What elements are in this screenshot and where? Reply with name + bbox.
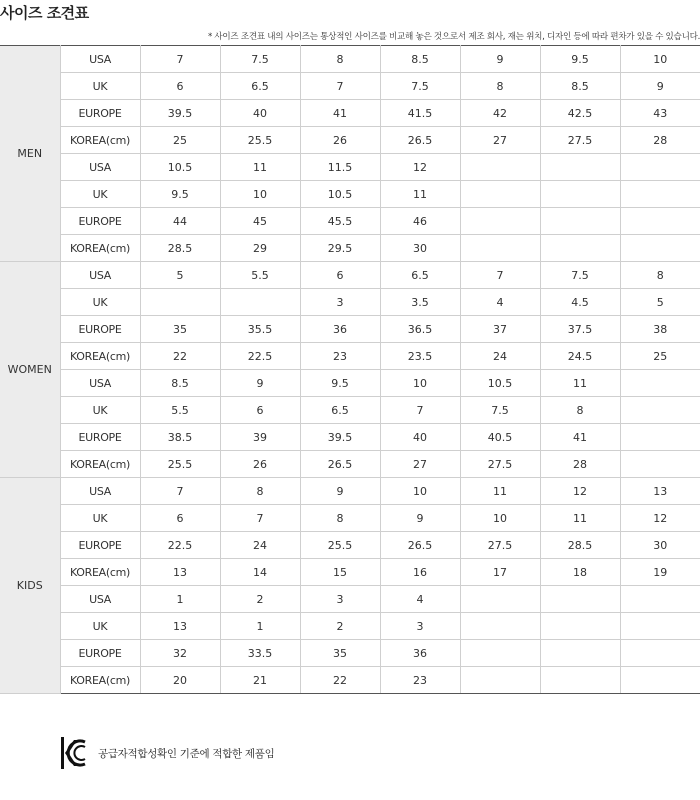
size-value-cell <box>460 235 540 262</box>
size-value-cell: 6 <box>140 505 220 532</box>
table-row <box>0 451 700 478</box>
size-value-cell <box>540 208 620 235</box>
size-value-cell <box>540 181 620 208</box>
size-value-cell: 37 <box>460 316 540 343</box>
size-value-cell: 7 <box>380 397 460 424</box>
size-value-cell: 43 <box>620 100 700 127</box>
size-value-cell: 5 <box>140 262 220 289</box>
certification-text: 공급자적합성확인 기준에 적합한 제품임 <box>98 747 275 760</box>
size-system-label: USA <box>60 478 140 505</box>
size-value-cell: 24 <box>220 532 300 559</box>
size-value-cell: 36 <box>300 316 380 343</box>
size-value-cell: 7.5 <box>540 262 620 289</box>
size-system-label: USA <box>60 46 140 73</box>
size-system-label: USA <box>60 154 140 181</box>
size-value-cell: 40.5 <box>460 424 540 451</box>
size-value-cell: 10 <box>620 46 700 73</box>
size-value-cell <box>620 451 700 478</box>
size-value-cell <box>540 154 620 181</box>
table-row <box>0 667 700 694</box>
size-value-cell: 1 <box>140 586 220 613</box>
size-system-label: EUROPE <box>60 532 140 559</box>
size-value-cell <box>540 667 620 694</box>
size-value-cell: 11 <box>540 505 620 532</box>
size-system-label: KOREA(cm) <box>60 451 140 478</box>
size-value-cell: 8 <box>460 73 540 100</box>
size-value-cell: 35 <box>300 640 380 667</box>
size-value-cell: 8 <box>620 262 700 289</box>
size-value-cell: 10 <box>380 370 460 397</box>
size-value-cell: 6.5 <box>380 262 460 289</box>
size-value-cell: 22 <box>140 343 220 370</box>
size-value-cell: 27.5 <box>460 532 540 559</box>
size-value-cell: 22.5 <box>220 343 300 370</box>
size-value-cell: 7.5 <box>220 46 300 73</box>
size-value-cell: 9.5 <box>300 370 380 397</box>
size-value-cell <box>620 235 700 262</box>
size-value-cell <box>620 181 700 208</box>
size-value-cell: 10 <box>460 505 540 532</box>
size-value-cell: 4.5 <box>540 289 620 316</box>
size-value-cell: 6 <box>220 397 300 424</box>
size-value-cell: 3 <box>300 289 380 316</box>
size-value-cell: 23.5 <box>380 343 460 370</box>
size-value-cell <box>620 397 700 424</box>
size-system-label: UK <box>60 289 140 316</box>
size-value-cell: 18 <box>540 559 620 586</box>
size-value-cell <box>460 208 540 235</box>
size-value-cell: 20 <box>140 667 220 694</box>
size-value-cell: 15 <box>300 559 380 586</box>
table-row <box>0 208 700 235</box>
group-label: KIDS <box>0 478 60 694</box>
size-value-cell <box>620 586 700 613</box>
size-value-cell: 27 <box>380 451 460 478</box>
table-row <box>0 559 700 586</box>
size-value-cell <box>620 370 700 397</box>
size-value-cell: 2 <box>300 613 380 640</box>
size-value-cell: 8.5 <box>380 46 460 73</box>
size-value-cell: 30 <box>620 532 700 559</box>
size-value-cell: 39 <box>220 424 300 451</box>
size-system-label: KOREA(cm) <box>60 559 140 586</box>
size-value-cell: 35 <box>140 316 220 343</box>
size-value-cell: 26.5 <box>300 451 380 478</box>
size-value-cell: 11.5 <box>300 154 380 181</box>
size-value-cell: 10 <box>380 478 460 505</box>
size-value-cell <box>460 154 540 181</box>
size-system-label: EUROPE <box>60 640 140 667</box>
table-row <box>0 181 700 208</box>
table-row <box>0 154 700 181</box>
size-value-cell: 42 <box>460 100 540 127</box>
size-value-cell <box>460 640 540 667</box>
size-value-cell: 25.5 <box>300 532 380 559</box>
size-value-cell: 3 <box>300 586 380 613</box>
size-value-cell: 12 <box>540 478 620 505</box>
size-value-cell: 29 <box>220 235 300 262</box>
size-value-cell: 40 <box>220 100 300 127</box>
size-value-cell <box>620 154 700 181</box>
size-value-cell: 9 <box>620 73 700 100</box>
size-value-cell: 6 <box>300 262 380 289</box>
size-value-cell: 41.5 <box>380 100 460 127</box>
size-value-cell: 30 <box>380 235 460 262</box>
certification <box>60 735 274 771</box>
size-chart-table <box>0 45 700 694</box>
size-value-cell: 27.5 <box>540 127 620 154</box>
size-value-cell: 36 <box>380 640 460 667</box>
size-value-cell: 21 <box>220 667 300 694</box>
table-row <box>0 100 700 127</box>
size-value-cell: 5 <box>620 289 700 316</box>
size-value-cell: 28.5 <box>140 235 220 262</box>
table-row <box>0 316 700 343</box>
table-row <box>0 370 700 397</box>
size-system-label: EUROPE <box>60 424 140 451</box>
size-value-cell <box>620 640 700 667</box>
size-value-cell: 13 <box>620 478 700 505</box>
size-value-cell: 28 <box>540 451 620 478</box>
size-value-cell: 19 <box>620 559 700 586</box>
size-value-cell: 22.5 <box>140 532 220 559</box>
size-value-cell <box>620 613 700 640</box>
size-value-cell: 9 <box>380 505 460 532</box>
size-value-cell: 28 <box>620 127 700 154</box>
size-value-cell <box>540 235 620 262</box>
size-value-cell: 1 <box>220 613 300 640</box>
size-value-cell: 40 <box>380 424 460 451</box>
size-value-cell: 6.5 <box>220 73 300 100</box>
size-value-cell: 7 <box>140 46 220 73</box>
size-value-cell: 8 <box>300 46 380 73</box>
size-value-cell: 35.5 <box>220 316 300 343</box>
table-row <box>0 46 700 73</box>
kc-mark-icon <box>60 735 86 771</box>
size-value-cell <box>540 613 620 640</box>
size-value-cell: 25.5 <box>220 127 300 154</box>
size-value-cell: 16 <box>380 559 460 586</box>
size-value-cell: 41 <box>300 100 380 127</box>
size-value-cell: 10.5 <box>300 181 380 208</box>
size-value-cell: 7 <box>220 505 300 532</box>
table-row <box>0 640 700 667</box>
size-value-cell: 13 <box>140 613 220 640</box>
size-system-label: USA <box>60 370 140 397</box>
size-system-label: USA <box>60 262 140 289</box>
size-value-cell: 11 <box>380 181 460 208</box>
size-value-cell: 11 <box>540 370 620 397</box>
size-system-label: USA <box>60 586 140 613</box>
size-system-label: KOREA(cm) <box>60 667 140 694</box>
size-value-cell: 9 <box>300 478 380 505</box>
page-title: 사이즈 조견표 <box>0 4 89 22</box>
size-value-cell: 27 <box>460 127 540 154</box>
size-value-cell: 14 <box>220 559 300 586</box>
size-system-label: UK <box>60 613 140 640</box>
size-value-cell: 7 <box>300 73 380 100</box>
size-value-cell: 10.5 <box>140 154 220 181</box>
size-value-cell: 27.5 <box>460 451 540 478</box>
size-value-cell <box>460 613 540 640</box>
size-value-cell: 23 <box>300 343 380 370</box>
size-value-cell <box>460 181 540 208</box>
size-value-cell: 39.5 <box>140 100 220 127</box>
table-row <box>0 73 700 100</box>
size-value-cell: 17 <box>460 559 540 586</box>
size-system-label: UK <box>60 181 140 208</box>
size-value-cell: 32 <box>140 640 220 667</box>
size-value-cell: 7 <box>460 262 540 289</box>
size-value-cell: 23 <box>380 667 460 694</box>
table-row <box>0 613 700 640</box>
size-value-cell <box>140 289 220 316</box>
table-row <box>0 586 700 613</box>
size-value-cell: 25 <box>140 127 220 154</box>
size-value-cell: 6.5 <box>300 397 380 424</box>
size-value-cell: 26 <box>220 451 300 478</box>
size-value-cell <box>460 667 540 694</box>
size-value-cell: 5.5 <box>140 397 220 424</box>
table-row <box>0 397 700 424</box>
size-system-label: KOREA(cm) <box>60 127 140 154</box>
size-value-cell: 37.5 <box>540 316 620 343</box>
size-value-cell: 9 <box>220 370 300 397</box>
size-value-cell: 3 <box>380 613 460 640</box>
size-value-cell: 9.5 <box>140 181 220 208</box>
size-value-cell: 8.5 <box>140 370 220 397</box>
size-system-label: EUROPE <box>60 208 140 235</box>
size-value-cell: 45.5 <box>300 208 380 235</box>
table-row <box>0 478 700 505</box>
group-label: MEN <box>0 46 60 262</box>
size-value-cell: 42.5 <box>540 100 620 127</box>
size-value-cell: 45 <box>220 208 300 235</box>
table-row <box>0 289 700 316</box>
size-system-label: KOREA(cm) <box>60 343 140 370</box>
size-value-cell: 10.5 <box>460 370 540 397</box>
group-label: WOMEN <box>0 262 60 478</box>
size-value-cell: 3.5 <box>380 289 460 316</box>
size-system-label: KOREA(cm) <box>60 235 140 262</box>
size-value-cell: 28.5 <box>540 532 620 559</box>
size-value-cell <box>460 586 540 613</box>
size-value-cell: 39.5 <box>300 424 380 451</box>
table-row <box>0 262 700 289</box>
size-value-cell: 11 <box>460 478 540 505</box>
size-value-cell <box>620 667 700 694</box>
size-value-cell <box>220 289 300 316</box>
size-value-cell: 25.5 <box>140 451 220 478</box>
size-value-cell: 5.5 <box>220 262 300 289</box>
table-row <box>0 424 700 451</box>
size-value-cell <box>620 208 700 235</box>
size-value-cell: 4 <box>460 289 540 316</box>
size-value-cell: 6 <box>140 73 220 100</box>
size-value-cell: 13 <box>140 559 220 586</box>
size-system-label: UK <box>60 505 140 532</box>
table-row <box>0 505 700 532</box>
size-value-cell: 26.5 <box>380 127 460 154</box>
size-value-cell: 7 <box>140 478 220 505</box>
size-value-cell: 41 <box>540 424 620 451</box>
size-value-cell: 22 <box>300 667 380 694</box>
size-value-cell: 2 <box>220 586 300 613</box>
table-row <box>0 127 700 154</box>
size-system-label: UK <box>60 397 140 424</box>
size-value-cell: 44 <box>140 208 220 235</box>
size-value-cell: 26 <box>300 127 380 154</box>
size-chart-note: * 사이즈 조견표 내의 사이즈는 통상적인 사이즈를 비교해 놓은 것으로서 제조 회사, 재는 위치, 디자인 등에 따라 편차가 있을 수 있습니다. <box>207 32 700 42</box>
size-system-label: EUROPE <box>60 100 140 127</box>
size-value-cell: 8 <box>300 505 380 532</box>
size-value-cell <box>540 640 620 667</box>
size-value-cell: 8 <box>540 397 620 424</box>
size-value-cell: 38 <box>620 316 700 343</box>
size-value-cell: 9.5 <box>540 46 620 73</box>
size-value-cell <box>620 424 700 451</box>
size-value-cell: 4 <box>380 586 460 613</box>
table-row <box>0 235 700 262</box>
size-value-cell: 24 <box>460 343 540 370</box>
size-value-cell: 10 <box>220 181 300 208</box>
size-value-cell: 29.5 <box>300 235 380 262</box>
size-value-cell: 24.5 <box>540 343 620 370</box>
size-value-cell: 7.5 <box>380 73 460 100</box>
size-value-cell: 26.5 <box>380 532 460 559</box>
table-row <box>0 343 700 370</box>
size-value-cell: 11 <box>220 154 300 181</box>
size-value-cell: 12 <box>380 154 460 181</box>
table-row <box>0 532 700 559</box>
size-system-label: EUROPE <box>60 316 140 343</box>
size-value-cell: 36.5 <box>380 316 460 343</box>
size-system-label: UK <box>60 73 140 100</box>
size-value-cell <box>540 586 620 613</box>
size-value-cell: 25 <box>620 343 700 370</box>
size-value-cell: 8 <box>220 478 300 505</box>
size-value-cell: 38.5 <box>140 424 220 451</box>
size-value-cell: 9 <box>460 46 540 73</box>
size-value-cell: 12 <box>620 505 700 532</box>
size-value-cell: 33.5 <box>220 640 300 667</box>
size-value-cell: 46 <box>380 208 460 235</box>
size-value-cell: 7.5 <box>460 397 540 424</box>
size-value-cell: 8.5 <box>540 73 620 100</box>
